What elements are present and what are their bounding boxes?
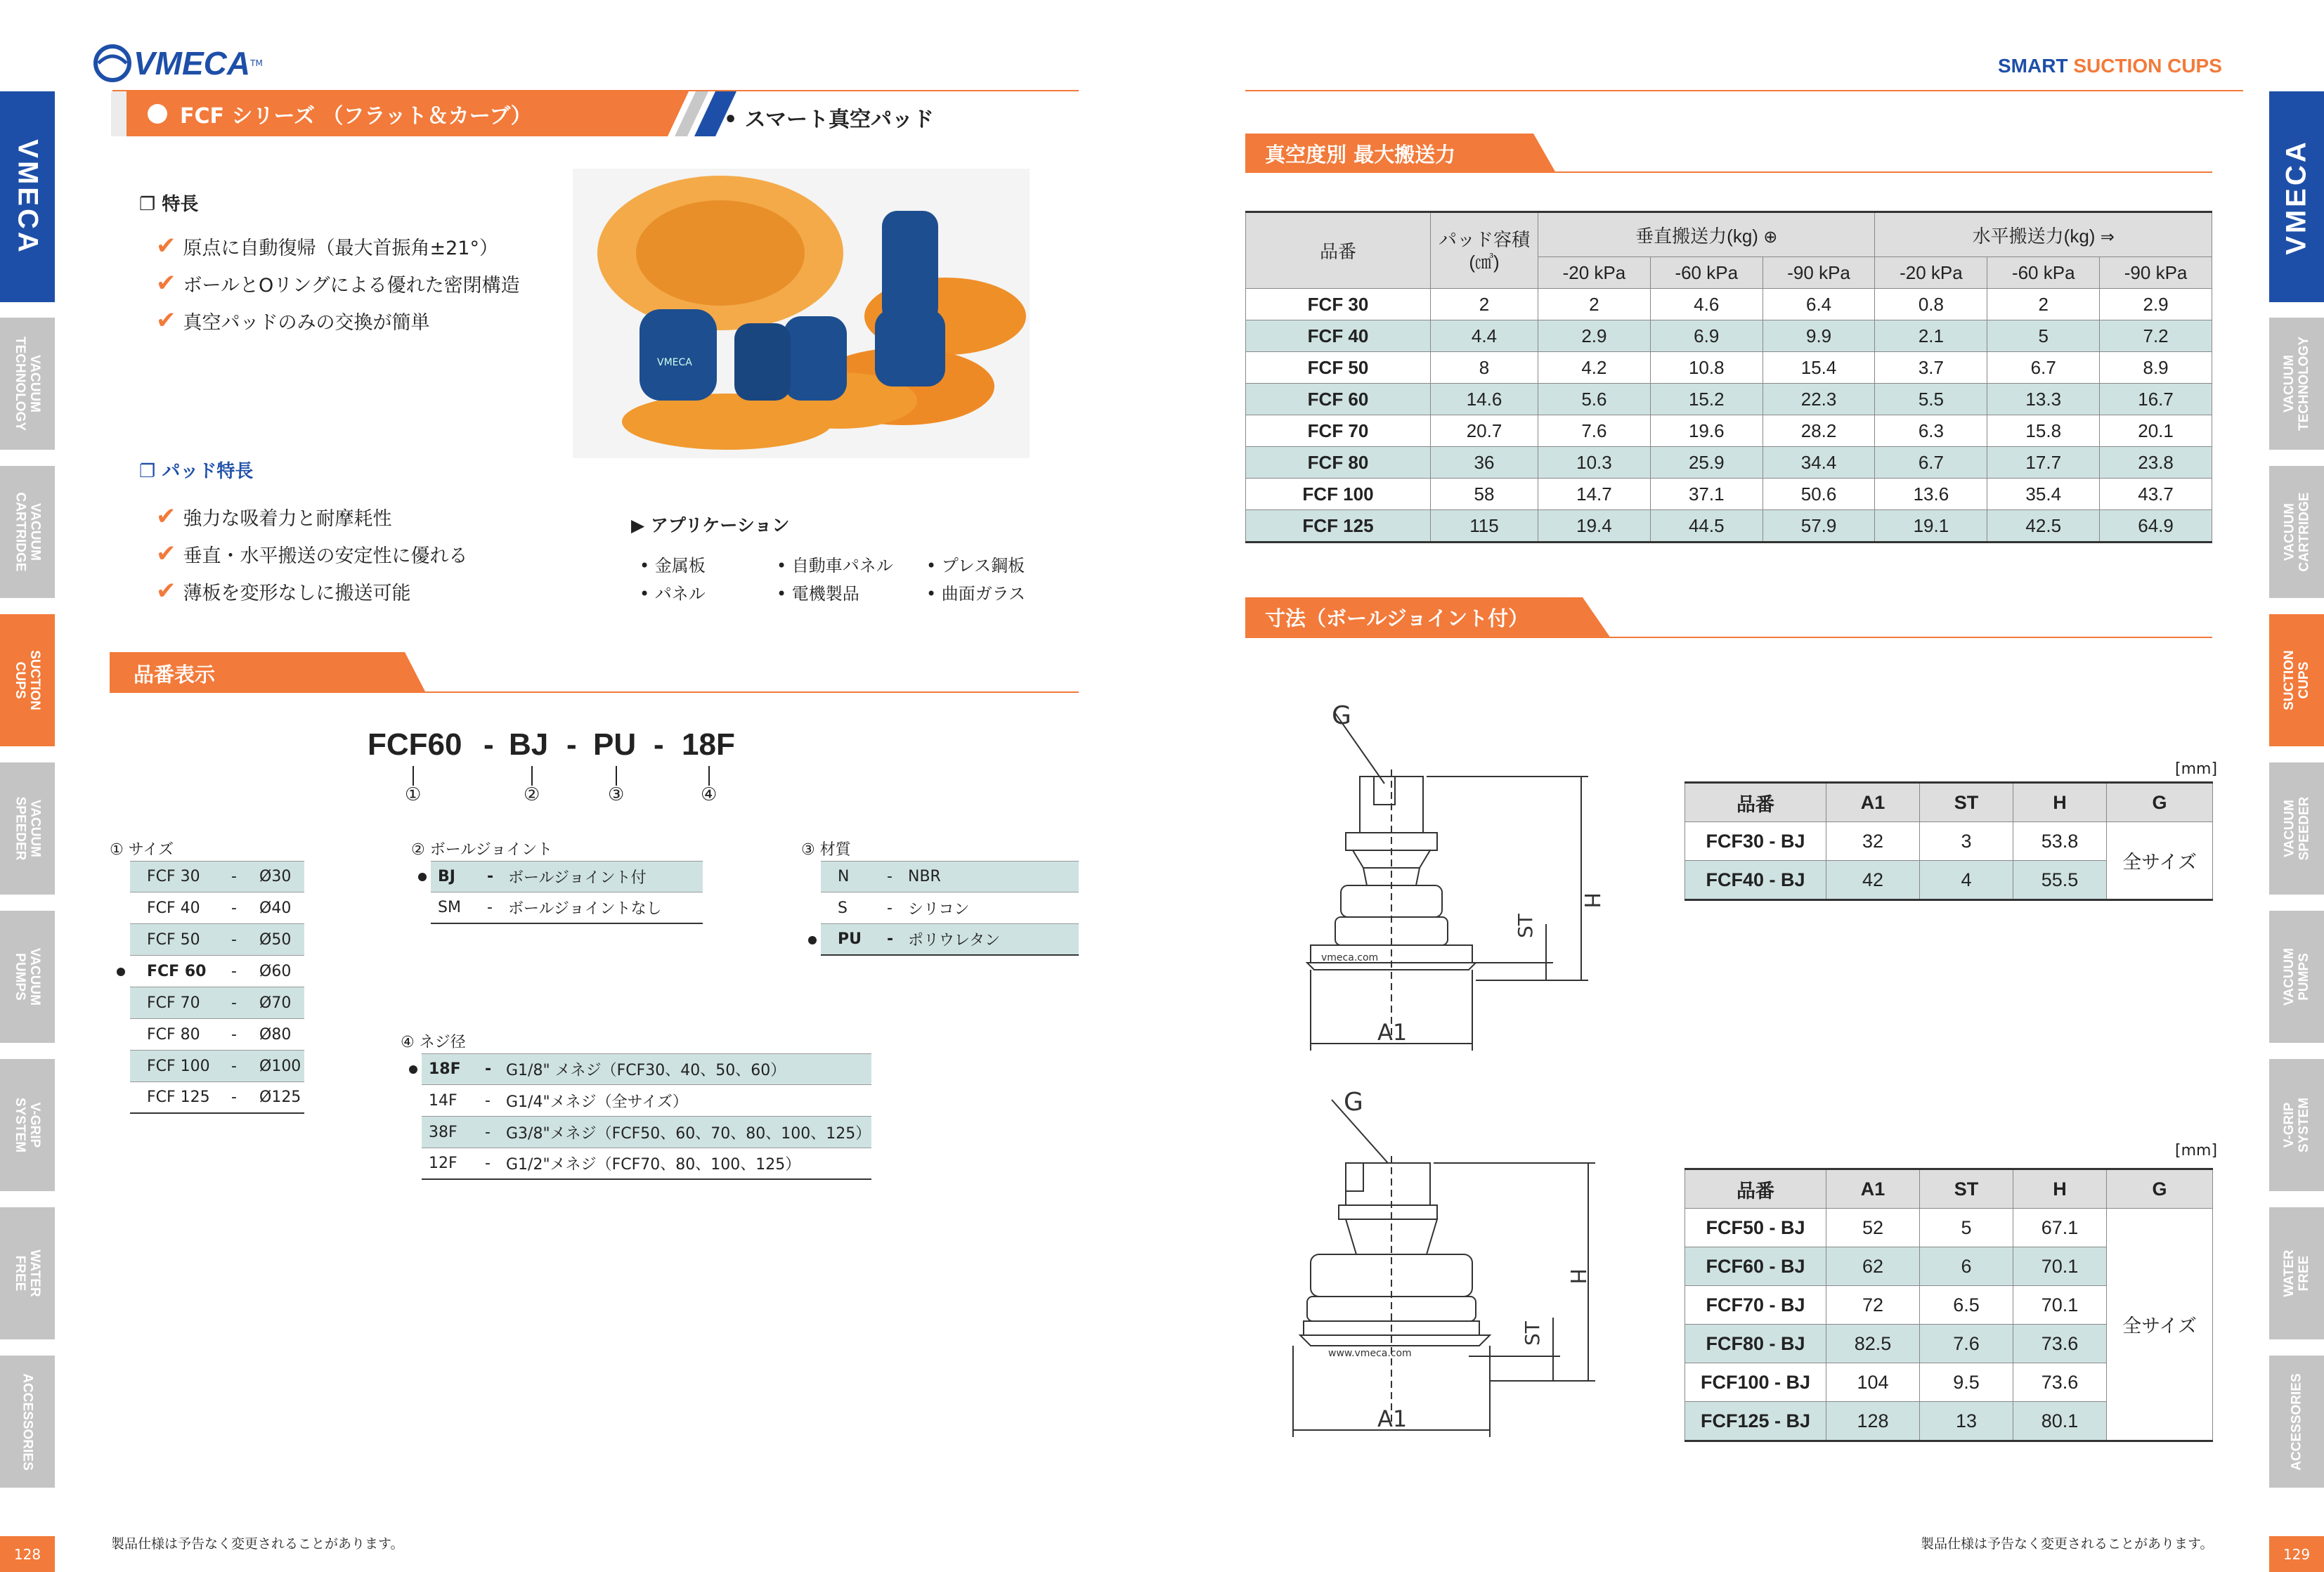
selected-bullet [409,1065,417,1074]
application-item: • 自動車パネル [777,556,893,576]
tab-vacuum-pumps-left[interactable]: VACUUM PUMPS [0,911,55,1043]
tab-vacuum-cartridge-right[interactable]: VACUUM CARTRIDGE [2269,466,2324,598]
table-row: FCF40 - BJ 42 4 55.5 [1685,861,2213,900]
table-row: FCF125 - BJ 128 13 80.1 [1685,1402,2213,1441]
drawing-brand: www.vmeca.com [1328,1348,1412,1359]
marker-2: ② [524,784,540,805]
features-heading: ❐ 特長 [139,194,199,215]
thread-option-selected[interactable]: 18F - G1/8" メネジ（FCF30、40、50、60） [422,1053,871,1085]
tab-suction-cups-right[interactable]: SUCTION CUPS [2269,614,2324,746]
pad-features-heading: ❐ パッド特長 [139,461,254,482]
side-logo-left: VMECA [0,91,55,302]
code-dash: - [483,727,494,762]
pressure-header: -60 kPa [1987,257,2100,289]
application-item: • パネル [640,584,706,604]
thread-option[interactable]: 38F - G3/8"メネジ（FCF50、60、70、80、100、125） [422,1117,871,1148]
tab-water-free-left[interactable]: WATER FREE [0,1207,55,1339]
tab-water-free-right[interactable]: WATER FREE [2269,1207,2324,1339]
drawing-brand: vmeca.com [1321,952,1379,963]
selected-bullet [808,936,817,944]
page-number-left: 128 [0,1536,55,1572]
size-option[interactable]: FCF 70 - Ø70 [130,987,304,1019]
table-row: FCF 125 115 19.4 44.5 57.9 19.1 42.5 64.9 [1246,510,2212,543]
label-h: H [1565,1268,1590,1285]
pad-feature-item: ✔ 強力な吸着力と耐摩耗性 [156,502,392,531]
selected-bullet [117,968,125,976]
code-tick [531,766,533,786]
code-material: PU [593,727,637,762]
trademark: TM [250,58,263,68]
application-item: • 曲面ガラス [926,584,1026,604]
size-option[interactable]: FCF 30 - Ø30 [130,861,304,892]
series-title: FCF シリーズ （フラット＆カーブ） [126,91,668,136]
label-a1: A1 [1377,1019,1408,1046]
size-option-selected[interactable]: FCF 60 - Ø60 [130,956,304,987]
marker-3: ③ [608,784,625,805]
thread-label: ④ ネジ径 [401,1034,466,1051]
thread-option[interactable]: 14F - G1/4"メネジ（全サイズ） [422,1085,871,1117]
force-table-heading: 真空度別 最大搬送力 [1265,143,1456,167]
application-item: • 金属板 [640,556,706,576]
dimensions-heading-rule [1606,637,2212,638]
vmeca-logo-icon [91,42,134,84]
dimensions-heading: 寸法（ボールジョイント付） [1265,606,1529,630]
label-g: G [1344,1088,1363,1117]
thread-option[interactable]: 12F - G1/2"メネジ（FCF70、80、100、125） [422,1148,871,1180]
label-st: ST [1521,1321,1544,1346]
tab-vacuum-technology-right[interactable]: VACUUM TECHNOLOGY [2269,318,2324,450]
application-item: • プレス鋼板 [926,556,1025,576]
size-option[interactable]: FCF 100 - Ø100 [130,1051,304,1082]
material-option[interactable]: N - NBR [821,861,1079,892]
size-option[interactable]: FCF 125 - Ø125 [130,1082,304,1114]
code-size: FCF60 [368,727,462,762]
tab-vacuum-speeder-right[interactable]: VACUUM SPEEDER [2269,762,2324,895]
application-heading: ▶ アプリケーション [631,515,790,535]
product-photo [573,169,1030,458]
tab-v-grip-system-right[interactable]: V-GRIP SYSTEM [2269,1059,2324,1191]
tab-vacuum-cartridge-left[interactable]: VACUUM CARTRIDGE [0,466,55,598]
table-row: FCF 70 20.7 7.6 19.6 28.2 6.3 15.8 20.1 [1246,415,2212,447]
force-heading-rule [1553,171,2212,173]
footer-note-left: 製品仕様は予告なく変更されることがあります。 [111,1536,404,1552]
col-vertical-header: 垂直搬送力(kg) ⊕ [1538,212,1875,257]
code-tick [413,766,414,786]
pad-feature-item: ✔ 垂直・水平搬送の安定性に優れる [156,540,468,568]
table-row: FCF 60 14.6 5.6 15.2 22.3 5.5 13.3 16.7 [1246,384,2212,415]
pressure-header: -20 kPa [1875,257,1987,289]
dimension-drawing-1 [1293,699,1616,1065]
dimension-table-1: 品番 A1 ST H G FCF30 - BJ 32 3 53.8 全サイズ FCF40 - BJ 42 4 55.5 [1684,781,2213,901]
marker-1: ① [405,784,422,805]
part-number-rule [422,691,1079,693]
pressure-header: -90 kPa [2100,257,2212,289]
unit-label: [mm] [2175,1142,2218,1159]
unit-label: [mm] [2175,760,2218,778]
table-row: FCF 50 8 4.2 10.8 15.4 3.7 6.7 8.9 [1246,352,2212,384]
col-horizontal-header: 水平搬送力(kg) ⇒ [1875,212,2212,257]
material-label: ③ 材質 [801,841,851,859]
code-thread: 18F [682,727,735,762]
ball-joint-label: ② ボールジョイント [411,841,553,859]
table-row: FCF80 - BJ 82.5 7.6 73.6 [1685,1325,2213,1363]
size-label: ① サイズ [110,841,174,859]
tab-vacuum-speeder-left[interactable]: VACUUM SPEEDER [0,762,55,895]
dimension-table-2: 品番 A1 ST H G FCF50 - BJ 52 5 67.1 全サイズ FCF60 - BJ 62 6 70.1 FCF70 - BJ 72 6.5 70.1 FCF80 - BJ 82.5 7.6 73.6 FCF100 - BJ 104 9.5 73.6 FCF125 - BJ 128 13 80.1 [1684,1168,2213,1442]
material-option-selected[interactable]: PU - ポリウレタン [821,924,1079,956]
feature-item: ✔ 真空パッドのみの交換が簡単 [156,306,430,334]
tab-accessories-left[interactable]: ACCESSORIES [0,1356,55,1488]
pressure-header: -20 kPa [1538,257,1651,289]
label-h: H [1579,892,1604,909]
header-rule-right [1245,90,2243,91]
code-ball: BJ [509,727,549,762]
ball-joint-options [431,861,703,924]
page-number-right: 129 [2269,1536,2324,1572]
tab-accessories-right[interactable]: ACCESSORIES [2269,1356,2324,1488]
marker-4: ④ [701,784,718,805]
label-st: ST [1514,914,1537,938]
selected-bullet [418,873,427,881]
dimension-drawing-2 [1279,1086,1616,1451]
size-options [130,861,304,1114]
size-option[interactable]: FCF 50 - Ø50 [130,924,304,956]
material-options [821,861,1079,956]
pressure-header: -90 kPa [1763,257,1875,289]
code-tick [616,766,617,786]
thread-options [422,1053,871,1180]
pressure-header: -60 kPa [1650,257,1763,289]
table-row: FCF 80 36 10.3 25.9 34.4 6.7 17.7 23.8 [1246,447,2212,479]
header-right-title: SMART SUCTION CUPS [1998,55,2222,77]
code-dash: - [566,727,577,762]
size-option[interactable]: FCF 80 - Ø80 [130,1019,304,1051]
table-row: FCF70 - BJ 72 6.5 70.1 [1685,1286,2213,1325]
size-option[interactable]: FCF 40 - Ø40 [130,892,304,924]
label-a1: A1 [1377,1405,1408,1432]
side-logo-right: VMECA [2269,91,2324,302]
tab-v-grip-system-left[interactable]: V-GRIP SYSTEM [0,1059,55,1191]
pad-feature-item: ✔ 薄板を変形なしに搬送可能 [156,577,411,605]
application-item: • 電機製品 [777,584,859,604]
photo-label: VMECA [657,357,692,368]
force-table [1245,211,2212,543]
col-part-header: 品番 [1246,212,1431,289]
code-dash: - [654,727,664,762]
feature-item: ✔ 原点に自動復帰（最大首振角±21°） [156,232,498,260]
col-volume-header: パッド容積 (㎤) [1431,212,1538,289]
tab-vacuum-technology-left[interactable]: VACUUM TECHNOLOGY [0,318,55,450]
brand-logo-text: VMECA [134,45,251,82]
table-row: FCF 30 2 2 4.6 6.4 0.8 2 2.9 [1246,289,2212,320]
brand-logo[interactable] [91,42,263,84]
table-row: FCF30 - BJ 32 3 53.8 全サイズ [1685,822,2213,861]
material-option[interactable]: S - シリコン [821,892,1079,924]
part-number-heading: 品番表示 [134,663,216,687]
tab-vacuum-pumps-right[interactable]: VACUUM PUMPS [2269,911,2324,1043]
table-row: FCF 40 4.4 2.9 6.9 9.9 2.1 5 7.2 [1246,320,2212,352]
table-row: FCF100 - BJ 104 9.5 73.6 [1685,1363,2213,1402]
ball-joint-option-selected[interactable]: BJ - ボールジョイント付 [431,861,703,892]
tab-suction-cups-left[interactable]: SUCTION CUPS [0,614,55,746]
feature-item: ✔ ボールとOリングによる優れた密閉構造 [156,269,520,297]
table-row: FCF 100 58 14.7 37.1 50.6 13.6 35.4 43.7 [1246,479,2212,510]
label-g: G [1332,701,1351,730]
footer-note-right: 製品仕様は予告なく変更されることがあります。 [1921,1536,2214,1552]
table-row: FCF60 - BJ 62 6 70.1 [1685,1247,2213,1286]
series-subtitle: • スマート真空パッド [724,108,935,132]
code-tick [708,766,710,786]
table-row: FCF50 - BJ 52 5 67.1 全サイズ [1685,1209,2213,1247]
ball-joint-option[interactable]: SM - ボールジョイントなし [431,892,703,924]
